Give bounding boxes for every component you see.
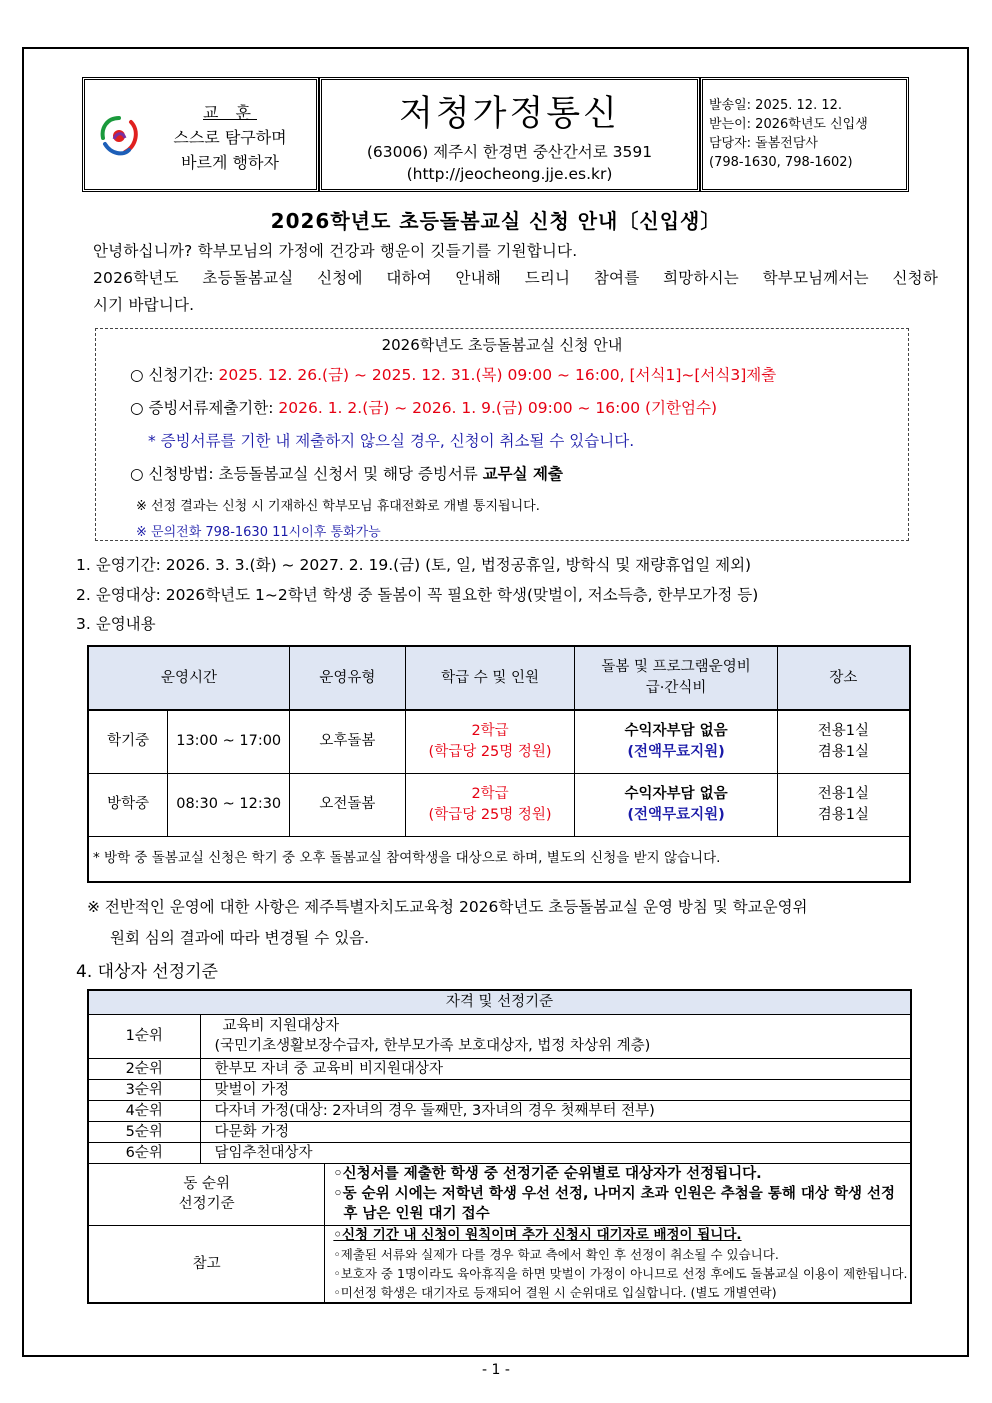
operation-table — [87, 645, 911, 883]
application-period: ○ 신청기간: 2025. 12. 26.(금) ~ 2025. 12. 31.(목) 09:00 ~ 16:00, [서식1]~[서식3]제출 — [130, 366, 777, 384]
notice-heading: 2026학년도 초등돌봄교실 신청 안내 — [381, 336, 623, 354]
rank-cell: 6순위 — [88, 1142, 200, 1163]
header-type: 운영유형 — [290, 646, 406, 710]
rank-cell: 2순위 — [88, 1058, 200, 1079]
meta-box — [700, 77, 909, 192]
table-footnote: * 방학 중 돌봄교실 신청은 학기 중 오후 돌봄교실 참여학생을 대상으로 하며, 별도의 신청을 받지 않습니다. — [88, 836, 910, 882]
row-cost: 수익자부담 없음 (전액무료지원) — [575, 773, 777, 836]
school-logo-icon — [95, 112, 143, 160]
notice-note-2: ※ 문의전화 798-1630 11시이후 통화가능 — [136, 525, 381, 540]
table-row — [88, 1121, 911, 1142]
application-method-value: 교무실 제출 — [482, 465, 563, 483]
remark-line-1: ※ 전반적인 운영에 대한 사항은 제주특별자치도교육청 2026학년도 초등돌봄교실 운영 방침 및 학교운영위 — [87, 898, 808, 916]
document-warning: * 증빙서류를 기한 내 제출하지 않으실 경우, 신청이 취소될 수 있습니다. — [148, 432, 635, 450]
row-place: 전용1실 겸용1실 — [777, 773, 910, 836]
row-classes: 2학급 (학급당 25명 정원) — [405, 773, 575, 836]
reference-label: 참고 — [88, 1225, 325, 1303]
page-number: - 1 - — [482, 1362, 510, 1378]
same-rank-label: 동 순위 선정기준 — [88, 1163, 325, 1225]
row-classes: 2학급 (학급당 25명 정원) — [405, 710, 575, 773]
motto-line-2: 바르게 행하자 — [181, 153, 279, 172]
header-place: 장소 — [777, 646, 910, 710]
row-cost: 수익자부담 없음 (전액무료지원) — [575, 710, 777, 773]
criteria-cell: 교육비 지원대상자 (국민기초생활보장수급자, 한부모가족 보호대상자, 법정 차상위 계층) — [200, 1014, 911, 1058]
row-time: 08:30 ~ 12:30 — [168, 773, 290, 836]
intro-line-3: 시기 바랍니다. — [93, 296, 195, 314]
header-cost: 돌봄 및 프로그램운영비 급·간식비 — [575, 646, 777, 710]
table-row — [88, 710, 910, 773]
reference-notes: ◦신청 기간 내 신청이 원칙이며 추가 신청시 대기자로 배정이 됩니다. ◦제출된 서류와 실제가 다를 경우 학교 측에서 확인 후 선정이 취소될 수 있습니다. ◦보호자 중 1명이라도 육아휴직을 하면 맞벌이 가정이 아니므로 선정 후에도 돌봄교실 이용이 제한됩니다. ◦미선정 학생은 대기자로 등재되어 결원 시 순위대로 입실합니다. (별도 개별연락) — [325, 1225, 911, 1303]
header-time: 운영시간 — [88, 646, 290, 710]
table-row — [88, 1079, 911, 1100]
criteria-cell: 한부모 자녀 중 교육비 비지원대상자 — [200, 1058, 911, 1079]
criteria-cell: 다문화 가정 — [200, 1121, 911, 1142]
motto-line-1: 스스로 탐구하며 — [173, 128, 287, 147]
document-deadline: ○ 증빙서류제출기한: 2026. 1. 2.(금) ~ 2026. 1. 9.(금) 09:00 ~ 16:00 (기한엄수) — [130, 399, 717, 417]
table-row — [88, 1142, 911, 1163]
operation-period: 1. 운영기간: 2026. 3. 3.(화) ~ 2027. 2. 19.(금) (토, 일, 법정공휴일, 방학식 및 재량휴업일 제외) — [76, 556, 752, 574]
table-row — [88, 773, 910, 836]
table-row — [88, 1100, 911, 1121]
application-notice-box — [95, 328, 909, 541]
rank-cell: 3순위 — [88, 1079, 200, 1100]
rank-cell: 1순위 — [88, 1014, 200, 1058]
notice-note-1: ※ 선정 결과는 신청 시 기재하신 학부모님 휴대전화로 개별 통지됩니다. — [136, 499, 540, 514]
row-place: 전용1실 겸용1실 — [777, 710, 910, 773]
same-rank-criteria: ◦신청서를 제출한 학생 중 선정기준 순위별로 대상자가 선정됩니다. ◦동 순위 시에는 저학년 학생 우선 선정, 나머지 초과 인원은 추첨을 통해 대상 학생 선정 후 남은 인원 대기 접수 — [325, 1163, 911, 1225]
row-period: 방학중 — [88, 773, 168, 836]
send-date: 발송일: 2025. 12. 12. — [709, 98, 843, 113]
selection-table — [87, 989, 912, 1304]
table-row — [88, 1163, 911, 1225]
header-classes: 학급 수 및 인원 — [405, 646, 575, 710]
newsletter-name: 저청가정통신 — [399, 94, 620, 134]
recipient: 받는이: 2026학년도 신입생 — [709, 117, 868, 132]
rank-cell: 5순위 — [88, 1121, 200, 1142]
row-type: 오후돌봄 — [290, 710, 406, 773]
application-period-value: 2025. 12. 26.(금) ~ 2025. 12. 31.(목) 09:00 ~ 16:00, [서식1]~[서식3]제출 — [218, 366, 777, 384]
contact-person: 담당자: 돌봄전담사 — [709, 136, 818, 151]
intro-line-1: 안녕하십니까? 학부모님의 가정에 건강과 행운이 깃들기를 기원합니다. — [93, 242, 578, 260]
selection-heading: 4. 대상자 선정기준 — [76, 962, 218, 982]
operation-content-heading: 3. 운영내용 — [76, 615, 156, 633]
row-time: 13:00 ~ 17:00 — [168, 710, 290, 773]
motto-title: 교 훈 — [203, 103, 257, 122]
table-row — [88, 1225, 911, 1303]
rank-cell: 4순위 — [88, 1100, 200, 1121]
remark-line-2: 원회 심의 결과에 따라 변경될 수 있음. — [110, 929, 370, 947]
row-period: 학기중 — [88, 710, 168, 773]
contact-phone: (798-1630, 798-1602) — [709, 155, 853, 170]
school-website[interactable]: (http://jeocheong.jje.es.kr) — [406, 165, 613, 183]
newsletter-title-box — [319, 77, 700, 192]
document-title: 2026학년도 초등돌봄교실 신청 안내〔신입생〕 — [270, 209, 722, 233]
criteria-cell: 다자녀 가정(대상: 2자녀의 경우 둘째만, 3자녀의 경우 첫째부터 전부) — [200, 1100, 911, 1121]
operation-target: 2. 운영대상: 2026학년도 1~2학년 학생 중 돌봄이 꼭 필요한 학생(맞벌이, 저소득층, 한부모가정 등) — [76, 586, 759, 604]
table-row — [88, 1014, 911, 1058]
table-row — [88, 1058, 911, 1079]
criteria-cell: 맞벌이 가정 — [200, 1079, 911, 1100]
motto-box — [82, 77, 319, 192]
application-method: ○ 신청방법: 초등돌봄교실 신청서 및 해당 증빙서류 교무실 제출 — [130, 465, 563, 483]
document-deadline-value: 2026. 1. 2.(금) ~ 2026. 1. 9.(금) 09:00 ~ 16:00 (기한엄수) — [278, 399, 717, 417]
row-type: 오전돌봄 — [290, 773, 406, 836]
criteria-cell: 담임추천대상자 — [200, 1142, 911, 1163]
selection-table-header: 자격 및 선정기준 — [88, 990, 911, 1014]
school-address: (63006) 제주시 한경면 중산간서로 3591 — [366, 143, 653, 161]
intro-line-2: 2026학년도 초등돌봄교실 신청에 대하여 안내해 드리니 참여를 희망하시는 학부모님께서는 신청하 — [93, 269, 938, 287]
